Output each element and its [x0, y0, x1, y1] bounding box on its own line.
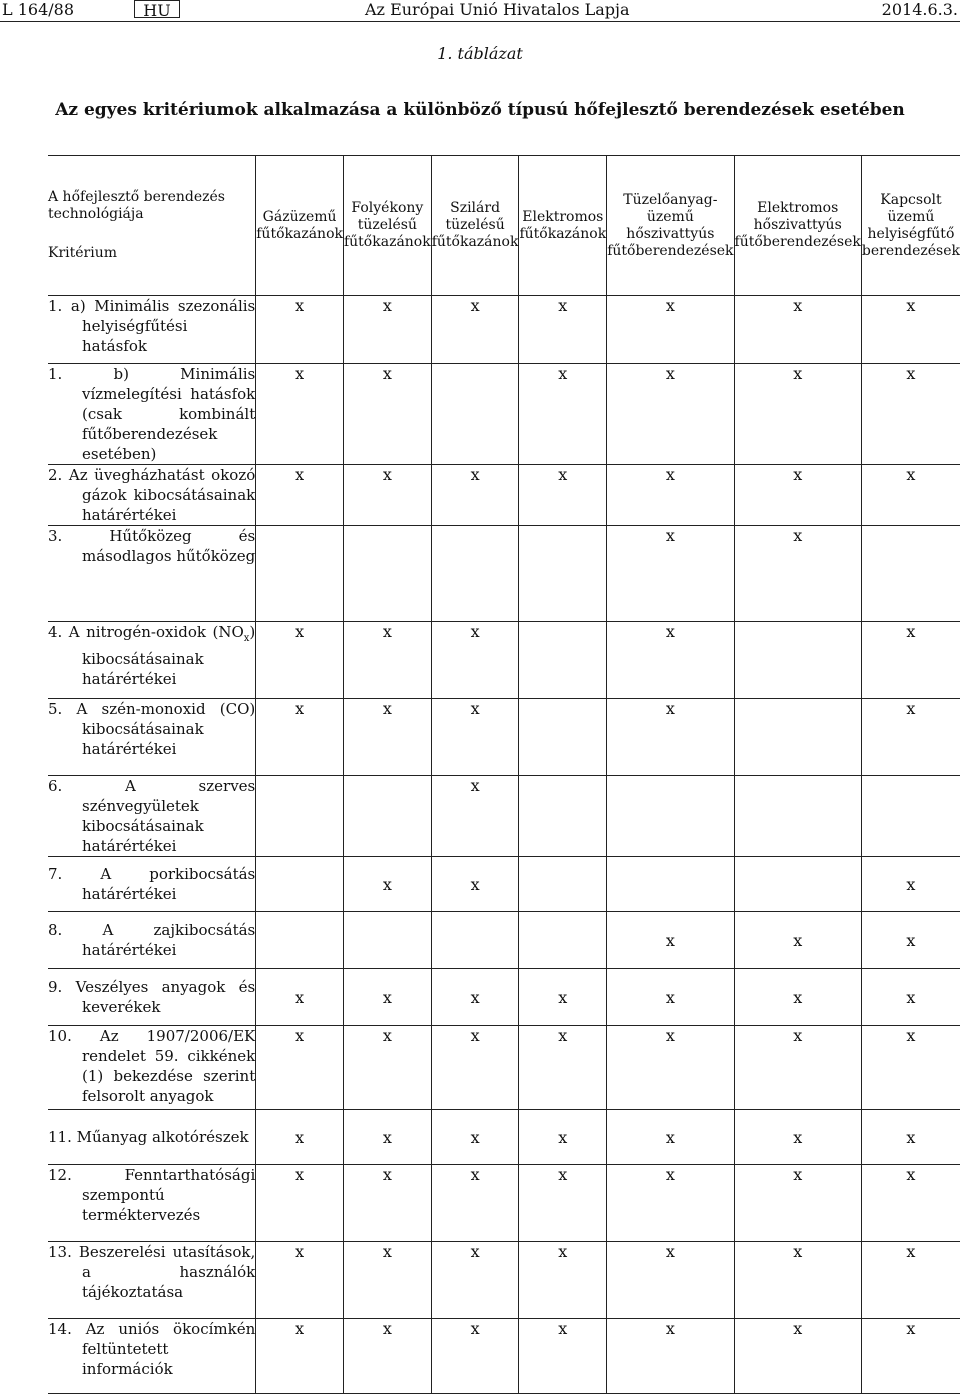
applicability-mark	[519, 622, 607, 699]
applicability-mark: x	[519, 296, 607, 364]
applicability-mark: x	[607, 364, 734, 465]
applicability-mark: x	[256, 969, 344, 1026]
criterion-text: 3. Hűtőközeg és másodlagos hűtőközeg	[48, 527, 256, 565]
applicability-mark: x	[607, 526, 734, 622]
applicability-mark: x	[607, 296, 734, 364]
applicability-mark	[431, 526, 519, 622]
applicability-mark: x	[343, 1165, 431, 1242]
applicability-mark	[734, 857, 861, 912]
applicability-mark: x	[256, 1319, 344, 1394]
column-header: Szilárd tüzelésű fűtőkazánok	[431, 156, 519, 296]
applicability-mark: x	[519, 364, 607, 465]
applicability-mark: x	[431, 1165, 519, 1242]
applicability-mark: x	[256, 1165, 344, 1242]
applicability-mark: x	[734, 1110, 861, 1165]
column-header: Kapcsolt üzemű helyiségfűtő berendezések	[861, 156, 960, 296]
criterion-text: 5. A szén-monoxid (CO) kibocsátásainak határértékei	[48, 700, 256, 758]
criterion-label	[48, 296, 256, 364]
publication-date: 2014.6.3.	[881, 0, 958, 19]
applicability-mark: x	[519, 1026, 607, 1110]
criterion-label	[48, 526, 256, 622]
table-row	[48, 912, 960, 969]
applicability-mark: x	[256, 364, 344, 465]
applicability-mark: x	[343, 465, 431, 526]
criterion-text: 13. Beszerelési utasítások, a használók tájékoztatása	[48, 1243, 256, 1301]
applicability-mark	[519, 776, 607, 857]
criterion-heading: Kritérium	[48, 245, 118, 261]
criterion-label	[48, 1165, 256, 1242]
applicability-mark: x	[431, 857, 519, 912]
applicability-mark: x	[734, 1319, 861, 1394]
applicability-mark: x	[431, 776, 519, 857]
table-row	[48, 526, 960, 622]
applicability-mark: x	[734, 969, 861, 1026]
applicability-mark	[734, 699, 861, 776]
page-reference: L 164/88	[2, 0, 74, 19]
criterion-label	[48, 1319, 256, 1394]
applicability-mark: x	[734, 1242, 861, 1319]
table-row	[48, 622, 960, 699]
applicability-mark: x	[607, 1110, 734, 1165]
applicability-mark	[256, 776, 344, 857]
criteria-table	[48, 155, 960, 1394]
applicability-mark: x	[861, 969, 960, 1026]
applicability-mark	[431, 364, 519, 465]
language-code-box: HU	[134, 0, 180, 18]
applicability-mark: x	[607, 1026, 734, 1110]
applicability-mark: x	[343, 296, 431, 364]
table-row	[48, 857, 960, 912]
applicability-mark: x	[607, 1319, 734, 1394]
applicability-mark	[343, 912, 431, 969]
header-rule	[0, 21, 960, 22]
applicability-mark: x	[431, 622, 519, 699]
applicability-mark	[607, 857, 734, 912]
applicability-mark: x	[861, 1026, 960, 1110]
table-row	[48, 1242, 960, 1319]
applicability-mark: x	[861, 364, 960, 465]
column-header: Gázüzemű fűtőkazánok	[256, 156, 344, 296]
applicability-mark: x	[256, 465, 344, 526]
applicability-mark: x	[431, 465, 519, 526]
applicability-mark	[256, 912, 344, 969]
applicability-mark: x	[343, 622, 431, 699]
criterion-text	[48, 622, 255, 689]
table-caption: 1. táblázat	[437, 44, 523, 63]
applicability-mark	[343, 776, 431, 857]
applicability-mark: x	[431, 296, 519, 364]
criterion-label	[48, 364, 256, 465]
applicability-mark	[256, 526, 344, 622]
applicability-mark: x	[343, 857, 431, 912]
applicability-mark	[861, 526, 960, 622]
criterion-label	[48, 699, 256, 776]
applicability-mark: x	[519, 1165, 607, 1242]
applicability-mark	[431, 912, 519, 969]
criterion-label	[48, 1026, 256, 1110]
table-row	[48, 1026, 960, 1110]
applicability-mark	[607, 776, 734, 857]
applicability-mark: x	[861, 912, 960, 969]
applicability-mark	[256, 857, 344, 912]
column-header: Tüzelőanyag-üzemű hőszivattyús fűtőberendezések	[607, 156, 734, 296]
applicability-mark: x	[256, 1026, 344, 1110]
criterion-text-part: 4. A nitrogén-oxidok (NO	[48, 623, 244, 641]
criterion-text: 8. A zajkibocsátás határértékei	[48, 921, 256, 959]
applicability-mark: x	[861, 296, 960, 364]
table-row	[48, 699, 960, 776]
applicability-mark	[734, 776, 861, 857]
applicability-mark: x	[519, 465, 607, 526]
table-header-row	[48, 156, 960, 296]
criterion-label	[48, 776, 256, 857]
journal-name: Az Európai Unió Hivatalos Lapja	[365, 0, 630, 19]
criterion-label	[48, 1242, 256, 1319]
applicability-mark: x	[861, 1165, 960, 1242]
applicability-mark: x	[861, 857, 960, 912]
applicability-mark: x	[256, 1110, 344, 1165]
criterion-label	[48, 465, 256, 526]
applicability-mark: x	[256, 296, 344, 364]
applicability-mark: x	[734, 1026, 861, 1110]
applicability-mark: x	[607, 912, 734, 969]
applicability-mark: x	[734, 912, 861, 969]
applicability-mark: x	[343, 969, 431, 1026]
criterion-text: 9. Veszélyes anyagok és keverékek	[48, 978, 256, 1016]
applicability-mark	[519, 699, 607, 776]
applicability-mark: x	[861, 1242, 960, 1319]
criterion-text: 12. Fenntarthatósági szempontú terméktervezés	[48, 1166, 256, 1224]
applicability-mark: x	[734, 1165, 861, 1242]
table-row	[48, 296, 960, 364]
criterion-text: 6. A szerves szénvegyületek kibocsátásainak határértékei	[48, 777, 256, 855]
table-row	[48, 1319, 960, 1394]
applicability-mark: x	[607, 969, 734, 1026]
corner-cell	[48, 156, 256, 296]
applicability-mark: x	[343, 364, 431, 465]
applicability-mark	[519, 526, 607, 622]
applicability-mark: x	[431, 1026, 519, 1110]
criterion-label	[48, 912, 256, 969]
applicability-mark: x	[256, 699, 344, 776]
technology-heading: A hőfejlesztő berendezés technológiája	[48, 189, 225, 222]
criterion-text: 14. Az uniós ökocímkén feltüntetett információk	[48, 1320, 256, 1378]
applicability-mark: x	[607, 465, 734, 526]
criterion-text: 11. Műanyag alkotórészek	[48, 1128, 249, 1146]
applicability-mark: x	[861, 1110, 960, 1165]
applicability-mark: x	[861, 622, 960, 699]
criterion-text: 1. b) Minimális vízmelegítési hatásfok (csak kombinált fűtőberendezések esetében)	[48, 365, 256, 463]
applicability-mark: x	[343, 1319, 431, 1394]
applicability-mark: x	[431, 699, 519, 776]
criterion-text: 2. Az üvegházhatást okozó gázok kibocsátásainak határértékei	[48, 466, 256, 524]
applicability-mark: x	[861, 465, 960, 526]
applicability-mark	[343, 526, 431, 622]
applicability-mark: x	[734, 526, 861, 622]
criterion-label	[48, 1110, 256, 1165]
applicability-mark	[861, 776, 960, 857]
applicability-mark: x	[519, 969, 607, 1026]
criterion-label	[48, 969, 256, 1026]
table-row	[48, 364, 960, 465]
applicability-mark: x	[861, 699, 960, 776]
table-row	[48, 1165, 960, 1242]
applicability-mark: x	[431, 1242, 519, 1319]
applicability-mark: x	[343, 1242, 431, 1319]
table-row	[48, 776, 960, 857]
applicability-mark	[734, 622, 861, 699]
applicability-mark: x	[734, 364, 861, 465]
table-title: Az egyes kritériumok alkalmazása a különböző típusú hőfejlesztő berendezések esetében	[55, 100, 905, 120]
column-header: Elektromos fűtőkazánok	[519, 156, 607, 296]
column-header: Elektromos hőszivattyús fűtőberendezések	[734, 156, 861, 296]
applicability-mark: x	[607, 1242, 734, 1319]
criterion-text-subscript: x	[243, 633, 250, 644]
applicability-mark: x	[734, 296, 861, 364]
criterion-text: 10. Az 1907/2006/EK rendelet 59. cikkének (1) bekezdése szerint felsorolt anyagok	[48, 1027, 256, 1105]
criterion-label	[48, 857, 256, 912]
applicability-mark: x	[607, 1165, 734, 1242]
applicability-mark	[519, 912, 607, 969]
applicability-mark: x	[607, 622, 734, 699]
applicability-mark: x	[256, 1242, 344, 1319]
applicability-mark: x	[343, 699, 431, 776]
criterion-label	[48, 622, 256, 699]
criterion-text: 7. A porkibocsátás határértékei	[48, 865, 256, 903]
page-header	[0, 0, 960, 22]
applicability-mark: x	[861, 1319, 960, 1394]
table-row	[48, 1110, 960, 1165]
applicability-mark: x	[431, 1319, 519, 1394]
criterion-text: 1. a) Minimális szezonális helyiségfűtési hatásfok	[48, 297, 256, 355]
applicability-mark: x	[519, 1319, 607, 1394]
applicability-mark: x	[431, 969, 519, 1026]
column-header: Folyékony tüzelésű fűtőkazánok	[343, 156, 431, 296]
applicability-mark: x	[607, 699, 734, 776]
applicability-mark: x	[431, 1110, 519, 1165]
applicability-mark: x	[256, 622, 344, 699]
applicability-mark: x	[343, 1026, 431, 1110]
criterion-text-part: ) kibocsátásainak határértékei	[82, 623, 256, 688]
table-row	[48, 465, 960, 526]
applicability-mark: x	[734, 465, 861, 526]
applicability-mark: x	[343, 1110, 431, 1165]
table-row	[48, 969, 960, 1026]
applicability-mark	[519, 857, 607, 912]
applicability-mark: x	[519, 1110, 607, 1165]
applicability-mark: x	[519, 1242, 607, 1319]
